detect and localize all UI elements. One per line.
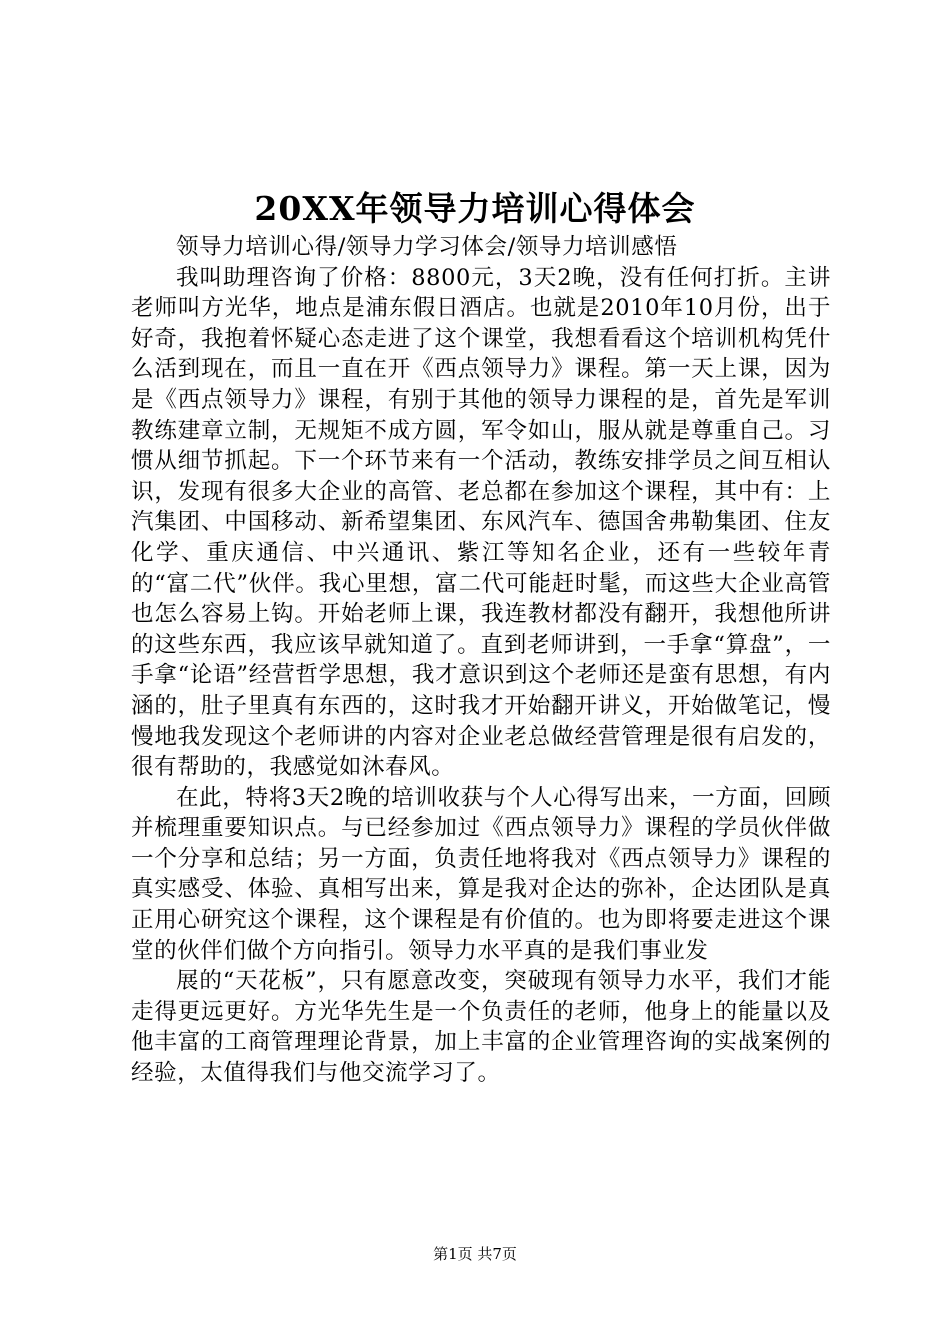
paragraph-3: 展的“天花板”，只有愿意改变，突破现有领导力水平，我们才能走得更远更好。方光华先生是一个负责任的老师，他身上的能量以及他丰富的工商管理理论背景，加上丰富的企业管理咨询的实战案例的经验，太值得我们与他交流学习了。: [131, 968, 831, 1087]
paragraph-2: 在此，特将3天2晚的培训收获与个人心得写出来，一方面，回顾并梳理重要知识点。与已经参加过《西点领导力》课程的学员伙伴做一个分享和总结；另一方面，负责任地将我对《西点领导力》课程的真实感受、体验、真相写出来，算是我对企达的弥补，企达团队是真正用心研究这个课程，这个课程是有价值的。也为即将要走进这个课堂的伙伴们做个方向指引。领导力水平真的是我们事业发: [131, 784, 831, 964]
subtitle-line: 领导力培训心得/领导力学习体会/领导力培训感悟: [176, 234, 678, 260]
document-body: [131, 232, 831, 1089]
paragraph-1: 我叫助理咨询了价格：8800元，3天2晚，没有任何打折。主讲老师叫方光华，地点是浦东假日酒店。也就是2010年10月份，出于好奇，我抱着怀疑心态走进了这个课堂，我想看看这个培训机构凭什么活到现在，而且一直在开《西点领导力》课程。第一天上课，因为是《西点领导力》课程，有别于其他的领导力课程的是，首先是军训教练建章立制，无规矩不成方圆，军令如山，服从就是尊重自己。习惯从细节抓起。下一个环节来有一个活动，教练安排学员之间互相认识，发现有很多大企业的高管、老总都在参加这个课程，其中有：上汽集团、中国移动、新希望集团、东风汽车、德国舍弗勒集团、住友化学、重庆通信、中兴通讯、紫江等知名企业，还有一些较年青的“富二代”伙伴。我心里想，富二代可能赶时髦，而这些大企业高管也怎么容易上钩。开始老师上课，我连教材都没有翻开，我想他所讲的这些东西，我应该早就知道了。直到老师讲到，一手拿“算盘”，一手拿“论语”经营哲学思想，我才意识到这个老师还是蛮有思想，有内涵的，肚子里真有东西的，这时我才开始翻开讲义，开始做笔记，慢慢地我发现这个老师讲的内容对企业老总做经营管理是很有启发的，很有帮助的，我感觉如沐春风。: [131, 264, 831, 781]
page-number-footer: 第1页 共7页: [433, 1245, 517, 1263]
document-title: 20XX年领导力培训心得体会: [254, 189, 696, 228]
